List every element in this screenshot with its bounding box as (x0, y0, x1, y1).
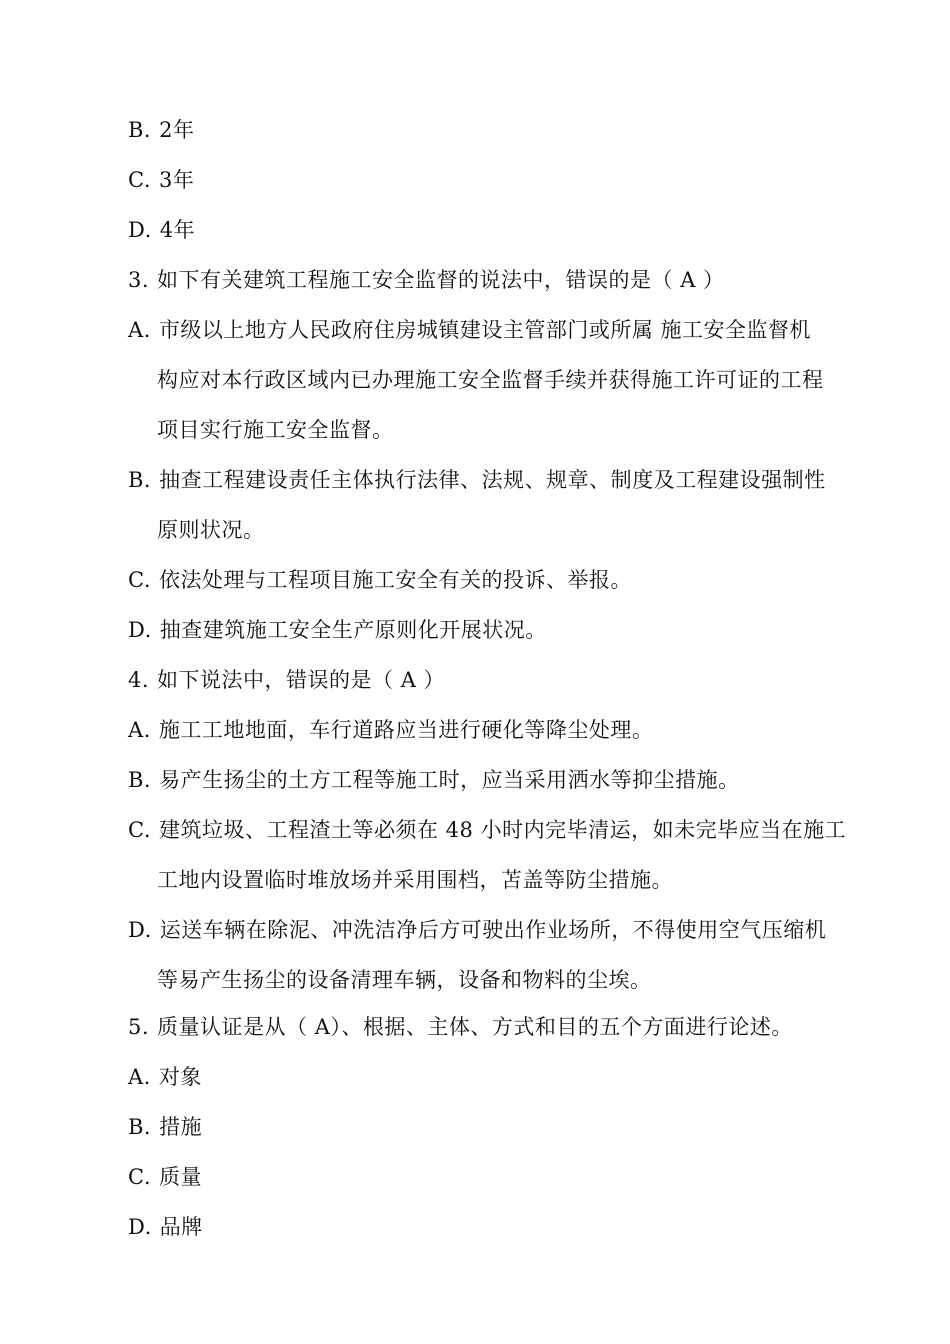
option-d-q5 (128, 1212, 203, 1242)
option-d-q4 (128, 915, 826, 945)
option-letter: B. (128, 118, 152, 142)
option-d-q3 (128, 615, 547, 645)
option-letter: C. (128, 168, 151, 192)
continuation-text: 构应对本行政区域内已办理施工安全监督手续并获得施工许可证的工程 (157, 368, 824, 392)
option-a-q4 (128, 715, 653, 745)
option-text: 运送车辆在除泥、冲洗洁净后方可驶出作业场所，不得使用空气压缩机 (159, 918, 827, 942)
question-number: 5. (128, 1015, 150, 1039)
option-text: 依法处理与工程项目施工安全有关的投诉、举报。 (159, 568, 632, 592)
option-d-q2 (128, 215, 195, 245)
option-letter: B. (128, 768, 152, 792)
option-continuation (157, 515, 265, 545)
option-continuation (157, 415, 394, 445)
continuation-text: 原则状况。 (157, 518, 265, 542)
question-3 (128, 265, 725, 295)
option-a-q5 (128, 1062, 202, 1092)
option-b-q5 (128, 1112, 202, 1142)
option-text: 易产生扬尘的土方工程等施工时，应当采用洒水等抑尘措施。 (159, 768, 740, 792)
question-4 (128, 665, 445, 695)
option-letter: A. (128, 718, 151, 742)
continuation-text: 工地内设置临时堆放场并采用围档，苫盖等防尘措施。 (157, 868, 673, 892)
option-text: 建筑垃圾、工程渣土等必须在 48 小时内完毕清运，如未完毕应当在施工 (159, 818, 847, 842)
option-continuation (157, 865, 673, 895)
option-c-q5 (128, 1162, 202, 1192)
option-a-q3 (128, 315, 811, 345)
option-letter: C. (128, 1165, 151, 1189)
option-text: 质量 (159, 1165, 202, 1189)
option-letter: B. (128, 468, 152, 492)
option-text: 3年 (159, 168, 195, 192)
question-number: 4. (128, 668, 150, 692)
option-b-q3 (128, 465, 826, 495)
option-text: 4年 (159, 218, 196, 242)
option-letter: A. (128, 1065, 151, 1089)
continuation-text: 项目实行施工安全监督。 (157, 418, 394, 442)
option-text: 抽查工程建设责任主体执行法律、法规、规章、制度及工程建设强制性 (159, 468, 826, 492)
option-text: 市级以上地方人民政府住房城镇建设主管部门或所属 施工安全监督机 (158, 318, 812, 342)
option-letter: B. (128, 1115, 152, 1139)
option-continuation (157, 965, 652, 995)
option-text: 品牌 (159, 1215, 203, 1239)
option-b-q4 (128, 765, 740, 795)
option-text: 抽查建筑施工安全生产原则化开展状况。 (159, 618, 547, 642)
option-b-q2 (128, 115, 194, 145)
option-letter: D. (128, 1215, 152, 1239)
option-text: 施工工地地面，车行道路应当进行硬化等降尘处理。 (158, 718, 654, 742)
option-letter: A. (128, 318, 151, 342)
option-letter: D. (128, 918, 152, 942)
continuation-text: 等易产生扬尘的设备清理车辆，设备和物料的尘埃。 (157, 968, 652, 992)
option-text: 2年 (159, 118, 195, 142)
option-letter: D. (128, 618, 152, 642)
option-text: 对象 (158, 1065, 202, 1089)
option-letter: D. (128, 218, 152, 242)
option-text: 措施 (159, 1115, 203, 1139)
question-text: 质量认证是从（ A）、根据、主体、方式和目的五个方面进行论述。 (157, 1015, 793, 1039)
question-number: 3. (128, 268, 150, 292)
option-c-q4 (128, 815, 846, 845)
question-text: 如下有关建筑工程施工安全监督的说法中，错误的是（ A ） (157, 268, 725, 292)
option-letter: C. (128, 818, 151, 842)
option-c-q2 (128, 165, 194, 195)
option-c-q3 (128, 565, 632, 595)
question-text: 如下说法中，错误的是（ A ） (157, 668, 446, 692)
option-continuation (157, 365, 824, 395)
question-5 (128, 1012, 793, 1042)
option-letter: C. (128, 568, 151, 592)
